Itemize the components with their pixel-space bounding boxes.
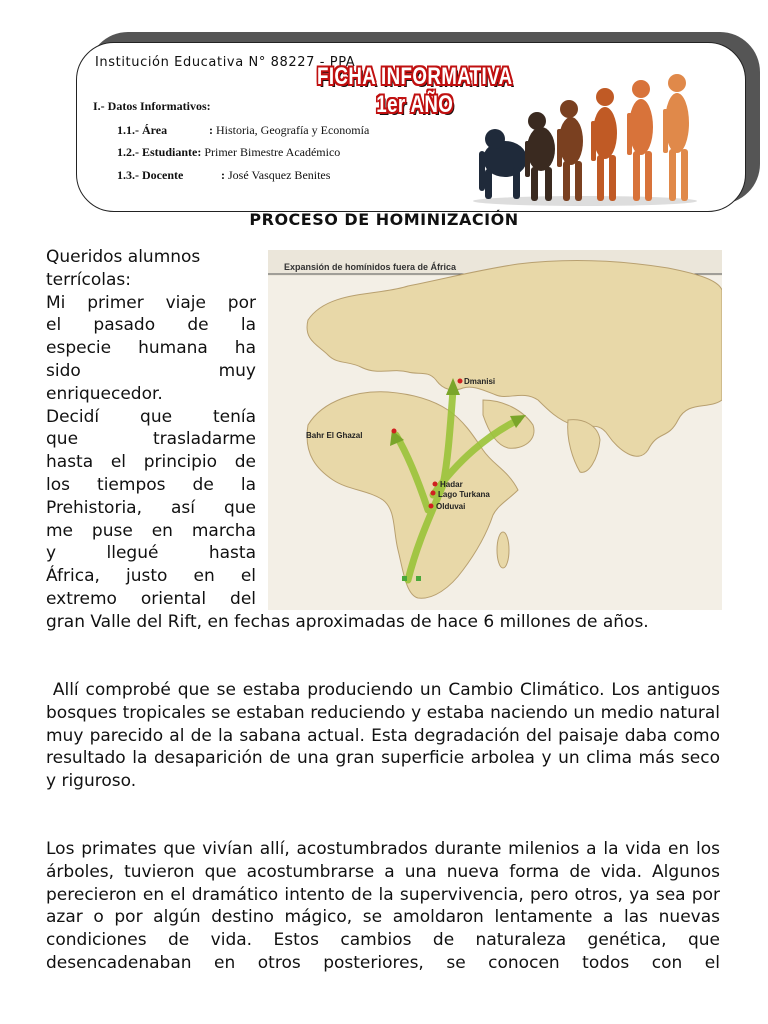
ficha-title: FICHA INFORMATIVA 1er AÑO [317,63,513,118]
site-label-olduvai: Olduvai [436,502,466,511]
area-value: Historia, Geografía y Economía [216,123,370,137]
text-line: especie humana ha [46,338,256,359]
text-line: hasta el principio de [46,452,256,473]
text-line: Decidí que tenía [46,406,256,427]
student-label: 1.2.- Estudiante: [117,145,202,159]
page-title: PROCESO DE HOMINIZACIÓN [249,210,519,229]
institution-name: Institución Educativa N° 88227 - PPA [95,55,356,70]
teacher-row [117,168,183,183]
intro-side-text [46,246,256,611]
site-dot-hadar [433,482,438,487]
teacher-label: 1.3.- Docente [117,168,184,182]
area-row [117,123,167,138]
site-dot-bahr [392,429,397,434]
section-label: I.- Datos Informativos: [93,99,211,113]
paragraph-1-end: gran Valle del Rift, en fechas aproximadas de hace 6 millones de años. [46,612,649,632]
text-line: Mi primer viaje por [46,292,256,313]
text-line: extremo oriental del [46,588,256,609]
text-line: los tiempos de la [46,474,256,495]
site-label-hadar: Hadar [440,480,463,489]
paragraph-3: Los primates que vivían allí, acostumbrados durante milenios a la vida en los árboles, tuvieron que acostumbrarse a una nueva forma de vida. Algunos perecieron en el dramático intento de la supervivencia, pero otros, ya sea por azar o por algún destino mágico, se amoldaron lentamente a las nuevas condiciones de vida. Estos cambios de naturaleza genética, que desencadenaban en otros posteriores, se conocen todos con el [46,839,720,973]
text-line: enriquecedor. [46,383,163,404]
text-line: me puse en marcha [46,520,256,541]
site-dot-olduvai [429,504,434,509]
madagascar-shape [497,532,509,568]
paragraph-2: Allí comprobé que se estaba produciendo un Cambio Climático. Los antiguos bosques tropicales se estaban reduciendo y estaba naciendo un medio natural muy parecido al de la sabana actual. Esta degradación del paisaje daba como resultado la desaparición de una gran superficie arbolea y un clima más seco y riguroso. [46,680,726,792]
site-label-bahr: Bahr El Ghazal [306,431,363,440]
text-line: que trasladarme [46,429,256,450]
text-line: África, justo en el [46,566,256,587]
student-row [117,145,340,160]
text-line: y llegué hasta [46,543,256,564]
header-box: Institución Educativa N° 88227 - PPA I.- Datos Informativos: 1.1.- Área : Historia, Geografía y Economía 1.2.- Estudiante: Primer Bimestre Académico 1.3.- Docente : José Vasquez Benites FICHA INFORMATIVA 1er AÑO [76,42,746,212]
site-label-dmanisi: Dmanisi [464,377,496,386]
teacher-value: José Vasquez Benites [228,168,331,182]
site-dot-dmanisi [458,379,463,384]
map-title: Expansión de homínidos fuera de África [284,262,457,272]
student-value: Primer Bimestre Académico [204,145,341,159]
text-line: sido muy [46,360,256,381]
text-line: Queridos alumnos [46,247,201,267]
text-line: el pasado de la [46,315,256,336]
site-dot-turkana [431,491,436,496]
origin-marker [416,576,421,581]
text-line: Prehistoria, así que [46,497,256,518]
site-label-turkana: Lago Turkana [438,490,490,499]
hominid-expansion-map [268,250,722,610]
origin-marker [402,576,407,581]
text-line: terrícolas: [46,269,131,290]
area-label: 1.1.- Área [117,123,168,137]
